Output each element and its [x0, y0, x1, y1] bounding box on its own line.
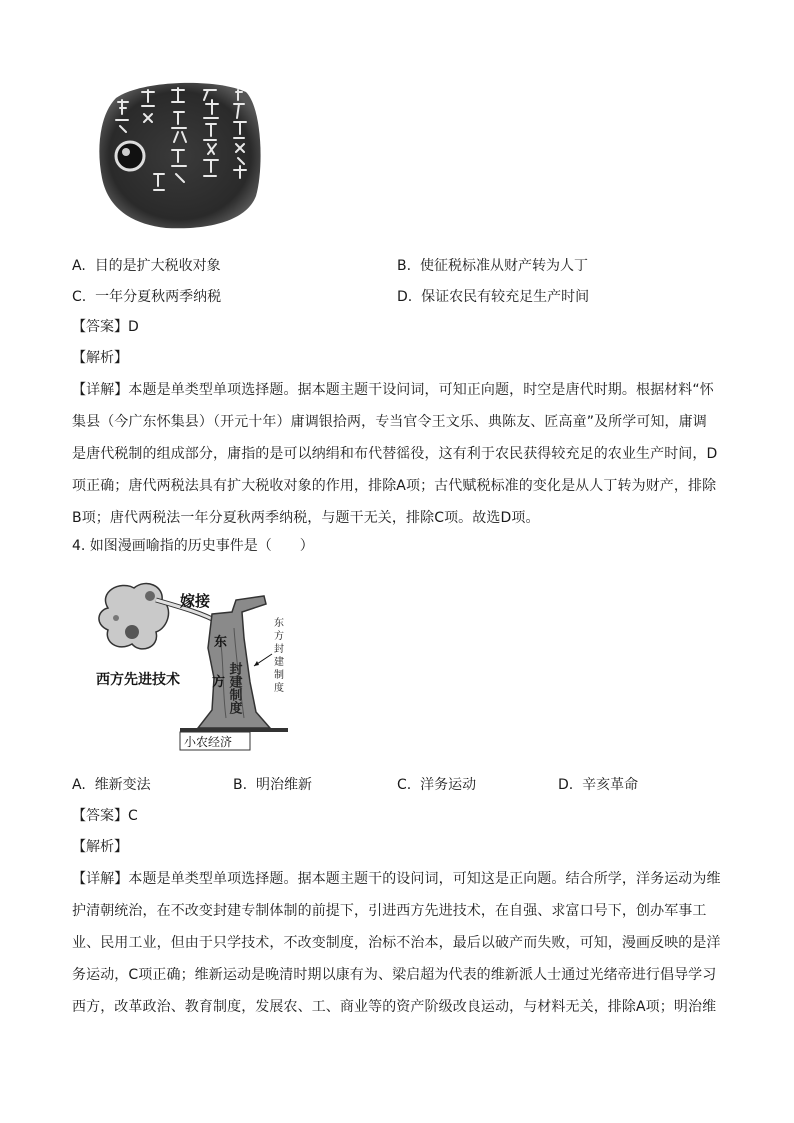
q4-detail: [72, 863, 722, 1023]
cartoon-label-small-farm: 小农经济: [184, 735, 233, 749]
cartoon-side-label-char: 制: [274, 670, 284, 681]
answer-value: D: [128, 319, 139, 335]
cartoon-label-fang: 方: [212, 675, 226, 690]
q3-answer: [72, 317, 139, 337]
answer-label: 【答案】: [72, 319, 128, 335]
detail-line: 西方，改革政治、教育制度，发展农、工、商业等的资产阶级改良运动，与材料无关，排除A项；明治维: [72, 999, 717, 1015]
q3-detail: [72, 374, 722, 534]
q4-option-c: C. 洋务运动: [397, 777, 477, 793]
q3-option-b: B. 使征税标准从财产转为人丁: [397, 258, 588, 274]
detail-line: 务运动，C项正确；维新运动是晚清时期以康有为、梁启超为代表的维新派人士通过光绪帝进行倡导学习: [72, 967, 717, 983]
q3-option-c: C. 一年分夏秋两季纳税: [72, 289, 222, 305]
cartoon-side-label-char: 方: [274, 631, 284, 642]
detail-line: 项正确；唐代两税法具有扩大税收对象的作用，排除A项；古代赋税标准的变化是从人丁转为财产，排除: [72, 478, 717, 494]
q4-answer: [72, 806, 138, 826]
q3-option-d: D. 保证农民有较充足生产时间: [397, 289, 590, 305]
q3-option-a: A. 目的是扩大税收对象: [72, 258, 221, 274]
cartoon-label-graft: 嫁接: [180, 592, 211, 610]
detail-line: 【详解】本题是单类型单项选择题。据本题主题干设问词，可知正向题，时空是唐代时期。根据材料“怀: [72, 382, 714, 398]
detail-line: 是唐代税制的组成部分，庸指的是可以纳绢和布代替徭役，这有利于农民获得较充足的农业生产时间，D: [72, 446, 718, 462]
cartoon-side-label-char: 封: [274, 644, 284, 655]
cartoon-side-label-char: 建: [274, 657, 284, 668]
q4-stem: 4. 如图漫画喻指的历史事件是（ ）: [72, 538, 314, 554]
answer-value: C: [128, 808, 138, 824]
detail-line: 【详解】本题是单类型单项选择题。据本题主题干的设问词，可知这是正向题。结合所学，洋务运动为维: [72, 871, 721, 887]
cartoon-label-western-tech: 西方先进技术: [96, 672, 180, 688]
q3-analysis-label: 【解析】: [72, 350, 128, 366]
q4-option-b: B. 明治维新: [233, 777, 312, 793]
cartoon-label-feudal: 封建制度: [226, 662, 242, 714]
q4-option-a: A. 维新变法: [72, 777, 151, 793]
cartoon-label-east: 东: [214, 635, 228, 650]
detail-line: 业、民用工业，但由于只学技术，不改变制度，治标不治本，最后以破产而失败，可知，漫画反映的是洋: [72, 935, 721, 951]
cartoon-image: [94, 578, 288, 754]
q4-option-d: D. 辛亥革命: [558, 777, 639, 793]
cartoon-side-label-char: 东: [274, 618, 284, 629]
seal-rubbing-image: [96, 78, 264, 230]
answer-label: 【答案】: [72, 808, 128, 824]
cartoon-side-label-char: 度: [274, 683, 284, 694]
q4-analysis-label: 【解析】: [72, 839, 128, 855]
detail-line: 护清朝统治，在不改变封建专制体制的前提下，引进西方先进技术，在自强、求富口号下，创办军事工: [72, 903, 707, 919]
detail-line: 集县（今广东怀集县）（开元十年）庸调银拾两，专当官令王文乐、典陈友、匠高童”及所学可知，庸调: [72, 414, 707, 430]
detail-line: B项；唐代两税法一年分夏秋两季纳税，与题干无关，排除C项。故选D项。: [72, 510, 540, 526]
